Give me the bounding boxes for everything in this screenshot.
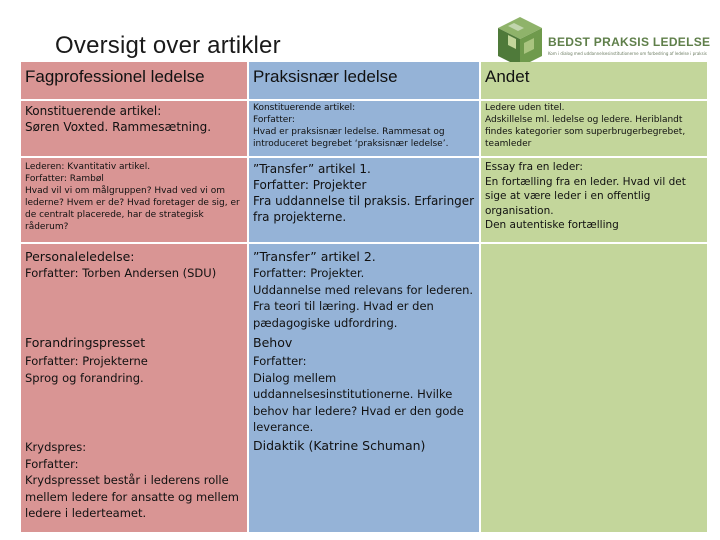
behov-heading: Behov — [253, 335, 293, 350]
page-title: Oversigt over artikler — [55, 32, 281, 59]
transfer2-heading: ”Transfer” artikel 2. — [253, 249, 376, 264]
forandring-heading: Forandringspresset — [25, 335, 146, 350]
transfer1-body: Forfatter: Projekter Fra uddannelse til praksis. Erfaringer fra projekterne. — [253, 178, 475, 224]
ledere-uden-titel-text: Ledere uden titel. Adskillelse ml. ledelse og ledere. Heriblandt findes kategorier som superbrugerbegrebet, teamleder — [485, 103, 686, 149]
personale-heading: Personaleledelse: — [25, 249, 135, 264]
logo-tagline: Kom i dialog med uddannelsesinstitutionerne om forbedring af ledelse i praksis — [548, 51, 707, 56]
transfer1-heading: ”Transfer” artikel 1. — [253, 162, 371, 176]
cell-konstituerende-fag — [21, 101, 247, 156]
essay-text: Essay fra en leder: En fortælling fra en leder. Hvad vil det sige at være leder i en offentlig organisation. Den autentiske fortælling — [485, 161, 686, 231]
cell-personale-krydspres — [21, 244, 247, 532]
cell-essay — [481, 158, 707, 242]
header-fagprofessionel: Fagprofessionel ledelse — [21, 62, 247, 99]
krydspres-text: Krydspres: Forfatter: Krydspresset består i lederens rolle mellem ledere for ansatte og mellem ledere i lederteamet. — [25, 440, 239, 520]
logo-name: BEDST PRAKSIS LEDELSE — [548, 35, 711, 49]
konstituerende-heading: Konstituerende artikel: — [25, 104, 162, 118]
konstituerende-body: Søren Voxted. Rammesætning. — [25, 120, 212, 134]
cell-transfer-2 — [249, 244, 479, 532]
header-praksisnaer: Praksisnær ledelse — [249, 62, 479, 99]
cell-transfer-1 — [249, 158, 479, 242]
forandring-body: Forfatter: Projekterne Sprog og forandring. — [25, 354, 148, 385]
header-andet: Andet — [481, 62, 707, 99]
didaktik-text: Didaktik (Katrine Schuman) — [253, 438, 426, 453]
cell-andet-empty — [481, 244, 707, 532]
praksis-konstituerende-text: Konstituerende artikel: Forfatter: Hvad er praksisnær ledelse. Rammesat og introduceret begrebet ‘praksisnær ledelse’. — [253, 103, 449, 149]
personale-body: Forfatter: Torben Andersen (SDU) — [25, 266, 217, 280]
transfer2-body: Forfatter: Projekter. Uddannelse med relevans for lederen. Fra teori til læring. Hvad er den pædagogiske udfordring. — [253, 266, 474, 330]
cell-ledere-uden-titel — [481, 101, 707, 156]
behov-body: Forfatter: Dialog mellem uddannelsesinstitutionerne. Hvilke behov har ledere? Hvad er den gode leverance. — [253, 354, 464, 434]
lederen-text: Lederen: Kvantitativ artikel. Forfatter: Rambøl Hvad vil vi om målgruppen? Hvad ved vi om lederne? Hvem er de? Hvad foretager de sig, er de centralt placerede, har de strategisk råderum? — [25, 162, 240, 232]
cell-konstituerende-praksis — [249, 101, 479, 156]
cell-lederen — [21, 158, 247, 242]
